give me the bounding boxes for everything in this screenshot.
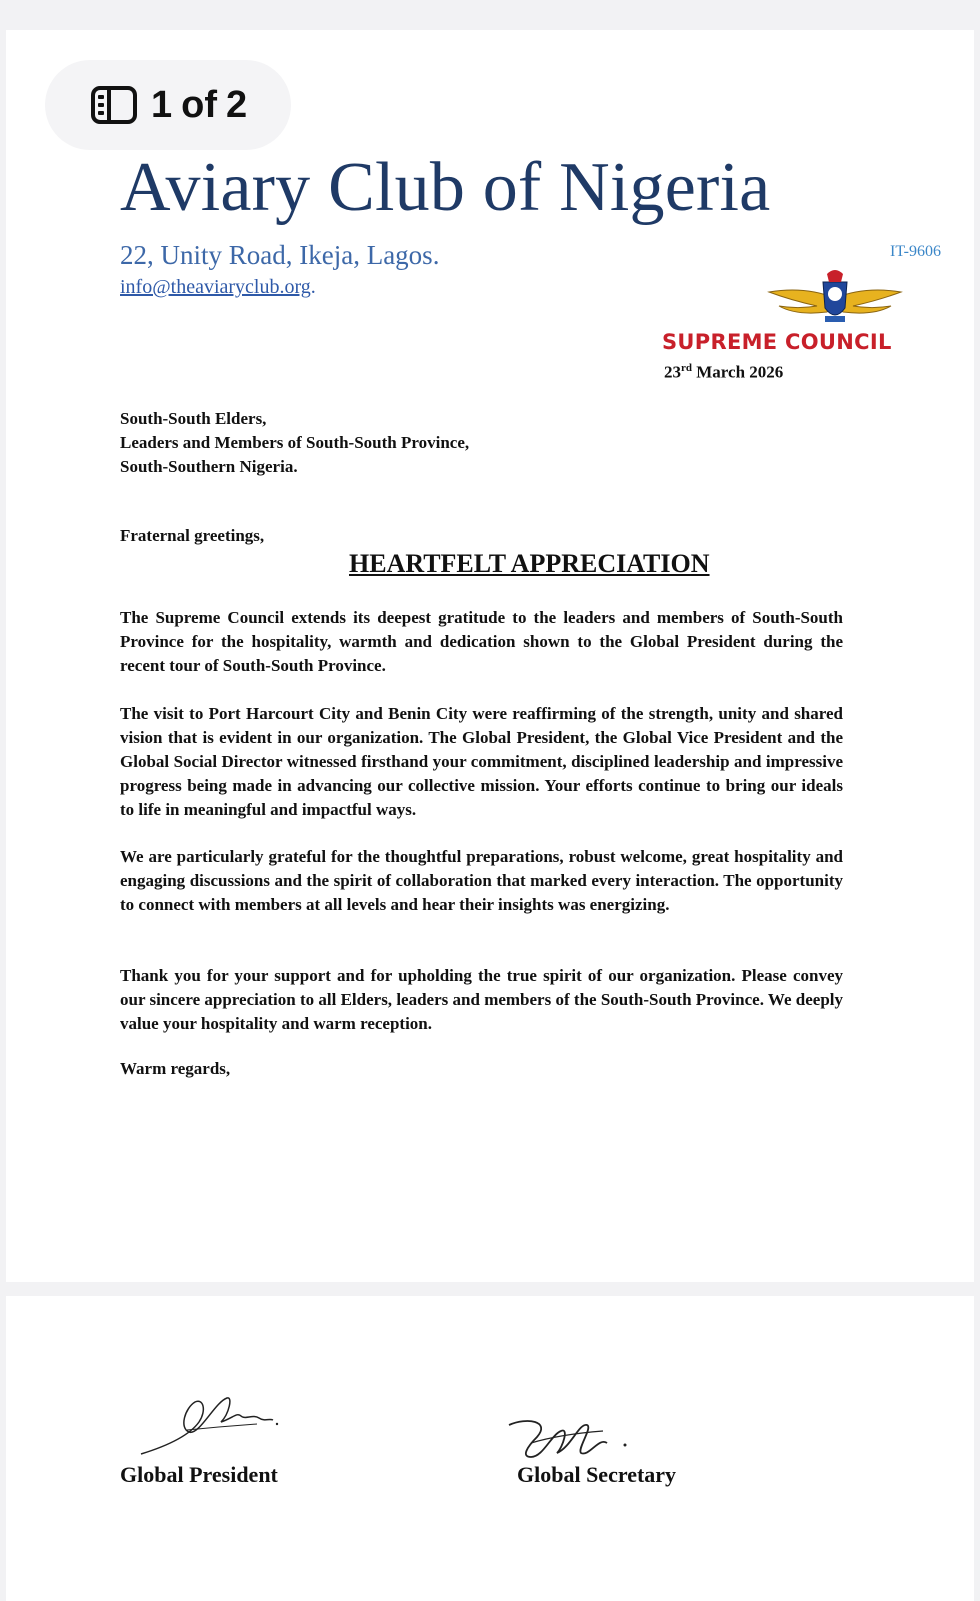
letter-date (664, 362, 783, 383)
date-suffix: rd (681, 362, 692, 374)
page-current: 1 (151, 83, 173, 126)
email-link[interactable]: info@theaviaryclub.org (120, 276, 311, 298)
date-day: 23 (664, 362, 681, 382)
organization-address: 22, Unity Road, Ikeja, Lagos. (120, 240, 440, 270)
date-rest: March 2026 (696, 362, 784, 382)
page-indicator[interactable] (45, 60, 291, 150)
reference-number: IT-9606 (890, 243, 941, 260)
email-suffix: . (310, 276, 316, 298)
closing: Warm regards, (120, 1059, 231, 1078)
addressee-line: South-Southern Nigeria. (120, 457, 298, 476)
addressee-line: South-South Elders, (120, 409, 267, 428)
organization-email (120, 276, 316, 299)
body-paragraph: Thank you for your support and for upholding the true spirit of our organization. Please convey our sincere appreciation to all Elders, leaders and members of the South-South Province. We deeply value your hospitality and warm reception. (120, 966, 843, 1033)
sidebar-pages-icon (91, 86, 137, 124)
page-total: 2 (226, 83, 248, 126)
addressee-block (120, 407, 469, 479)
letter-subject: HEARTFELT APPRECIATION (349, 549, 710, 578)
body-paragraph: The Supreme Council extends its deepest gratitude to the leaders and members of South-South Province for the hospitality, warmth and dedication shown to the Global President during the recent tour of South-South Province. (120, 608, 843, 675)
page-separator: of (181, 83, 218, 126)
president-title: Global President (120, 1462, 278, 1487)
president-signature (137, 1392, 287, 1467)
winged-crest-emblem-icon (765, 268, 905, 337)
secretary-title: Global Secretary (517, 1462, 677, 1487)
body-paragraph: The visit to Port Harcourt City and Benin City were reaffirming of the strength, unity and shared vision that is evident in our organization. The Global President, the Global Vice President and the Global Social Director witnessed firsthand your commitment, disciplined leadership and impressive progress being made in advancing our collective mission. Your efforts continue to bring our ideals to life in meaningful and impactful ways. (120, 704, 843, 819)
body-paragraph: We are particularly grateful for the thoughtful preparations, robust welcome, great hospitality and engaging discussions and the spirit of collaboration that marked every interaction. The opportunity to connect with members at all levels and hear their insights was energizing. (120, 847, 843, 914)
addressee-line: Leaders and Members of South-South Province, (120, 433, 470, 452)
supreme-council-label: SUPREME COUNCIL (662, 330, 892, 354)
organization-name: Aviary Club of Nigeria (120, 149, 771, 226)
greeting: Fraternal greetings, (120, 526, 265, 545)
